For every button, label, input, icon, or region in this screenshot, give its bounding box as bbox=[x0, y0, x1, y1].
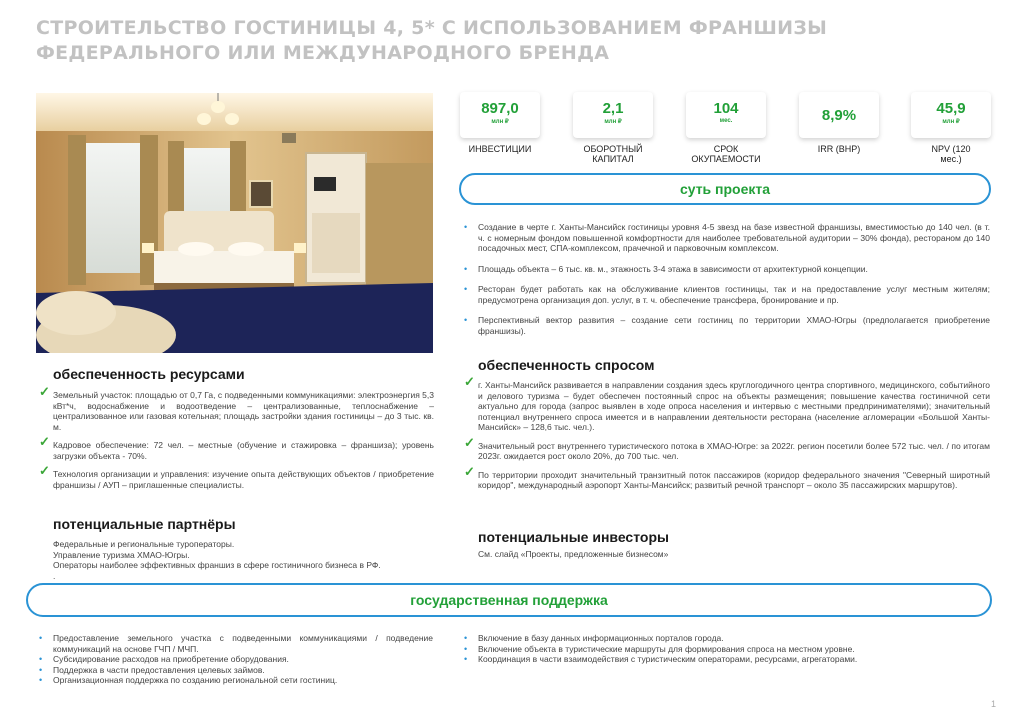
list-item-text: Кадровое обеспечение: 72 чел. – местные (обучение и стажировка – франшиза); уровень загрузки объекта - 70%. bbox=[53, 440, 434, 461]
partners-list bbox=[53, 539, 443, 581]
list-item bbox=[464, 463, 990, 491]
demand-list bbox=[464, 374, 990, 491]
list-item-text: Перспективный вектор развития – создание сети гостиниц по территории ХМАО-Югры (предполагается приобретение франшизы). bbox=[478, 315, 990, 336]
list-item-text: Технология организации и управления: изучение опыта действующих объектов / приобретение франшизы / АУП – приглашенные специалисты. bbox=[53, 469, 434, 490]
list-item-text: Включение объекта в туристические маршруты для формирования спроса на местном уровне. bbox=[478, 643, 855, 654]
kpi-value: 45,9 bbox=[936, 100, 966, 117]
kpi-label-investments: ИНВЕСТИЦИИ bbox=[468, 144, 532, 154]
page-title-line-2: ФЕДЕРАЛЬНОГО ИЛИ МЕЖДУНАРОДНОГО БРЕНДА bbox=[36, 42, 610, 64]
list-item-text: Поддержка в части предоставления целевых займов. bbox=[53, 664, 265, 675]
list-item-text: Земельный участок: площадью от 0,7 Га, с подведенными коммуникациями: электроэнергия 5,3 кВт*ч, водоснабжение и водоотведение – централизованные, теплоснабжение – централизованное или газовая котельная; площадь застройки здания гостиницы – до 3 тыс. кв. м. bbox=[53, 390, 434, 432]
list-item-text: Предоставление земельного участка с подведенными коммуникациями / подведение коммуникаций на основе ГЧП / МЧП. bbox=[53, 633, 433, 654]
kpi-label-text: NPV (120 мес.) bbox=[931, 144, 971, 164]
list-item bbox=[464, 633, 990, 644]
check-icon: ✓ bbox=[39, 434, 50, 449]
kpi-value: 2,1 bbox=[602, 100, 624, 117]
list-item bbox=[39, 675, 433, 686]
list-item-text: Площадь объекта – 6 тыс. кв. м., этажность 3-4 этажа в зависимости от архитектурной концепции. bbox=[478, 263, 868, 274]
list-item-text: Субсидирование расходов на приобретение оборудования. bbox=[53, 654, 289, 664]
partner-line: Управление туризма ХМАО-Югры. bbox=[53, 549, 190, 560]
kpi-card-investments bbox=[460, 92, 540, 138]
page-number: 1 bbox=[990, 699, 996, 709]
bullet-icon: • bbox=[464, 263, 468, 274]
kpi-unit: млн ₽ bbox=[604, 119, 622, 125]
essence-list bbox=[464, 222, 990, 336]
list-item bbox=[39, 664, 433, 676]
essence-heading: суть проекта bbox=[459, 173, 991, 205]
support-left-list bbox=[39, 633, 433, 686]
list-item bbox=[39, 434, 434, 461]
bullet-icon: • bbox=[464, 633, 468, 643]
check-icon: ✓ bbox=[464, 434, 475, 450]
kpi-value: 104 bbox=[713, 100, 739, 117]
list-item-text: По территории проходит значительный транзитный поток пассажиров (коридор федерального значения "Северный широтный коридор", международный аэропорт Ханты-Мансийск; развитый речной транспорт – около 35 пассажирских маршрутов). bbox=[478, 469, 990, 490]
list-item bbox=[39, 633, 433, 654]
bullet-icon: • bbox=[464, 315, 468, 325]
list-item bbox=[464, 284, 990, 305]
bullet-icon: • bbox=[39, 664, 43, 675]
list-item bbox=[39, 654, 433, 665]
bullet-icon: • bbox=[39, 675, 43, 685]
page-title bbox=[36, 16, 856, 66]
kpi-card-working-capital bbox=[573, 92, 653, 138]
demand-heading: обеспеченность спросом bbox=[478, 357, 655, 373]
kpi-value: 8,9% bbox=[821, 107, 857, 124]
check-icon: ✓ bbox=[464, 463, 475, 479]
kpi-label-text: СРОК ОКУПАЕМОСТИ bbox=[691, 144, 761, 164]
kpi-value: 897,0 bbox=[481, 100, 519, 117]
partners-heading: потенциальные партнёры bbox=[53, 516, 236, 532]
bullet-icon: • bbox=[464, 284, 468, 294]
list-item bbox=[464, 315, 990, 336]
check-icon: ✓ bbox=[464, 374, 475, 389]
kpi-card-irr bbox=[799, 92, 879, 138]
bullet-icon: • bbox=[464, 643, 468, 654]
partner-line: . bbox=[53, 570, 56, 581]
kpi-unit: млн ₽ bbox=[491, 119, 509, 125]
investors-heading: потенциальные инвесторы bbox=[478, 529, 669, 545]
partner-line: Федеральные и региональные туроператоры. bbox=[53, 539, 235, 549]
list-item bbox=[464, 222, 990, 254]
partner-line: Операторы наиболее эффективных франшиз в сфере гостиничного бизнеса в РФ. bbox=[53, 560, 381, 570]
list-item-text: г. Ханты-Мансийск развивается в направлении создания здесь круглогодичного центра спортивного, медицинского, событийного и делового туризма – будет обеспечен постоянный спрос на объекты размещения; повышение качества гостиничной сети актуально для города (запрос выявлен в ходе опроса населения и интервью с местными предпринимателями); значительный потенциал внутреннего спроса имеется и в направлении деятельности ресторана (население агломерации «Большой Ханты-Мансийск» – 128,6 тыс. чел.). bbox=[478, 380, 990, 432]
kpi-unit: млн ₽ bbox=[942, 119, 960, 125]
hotel-room-photo bbox=[36, 93, 433, 353]
support-heading: государственная поддержка bbox=[26, 583, 992, 617]
resources-list bbox=[39, 384, 434, 490]
resources-heading: обеспеченность ресурсами bbox=[53, 366, 245, 382]
kpi-label-irr: IRR (ВНР) bbox=[817, 144, 861, 154]
list-item bbox=[464, 434, 990, 462]
check-icon: ✓ bbox=[39, 384, 50, 399]
list-item-text: Создание в черте г. Ханты-Мансийск гостиницы уровня 4-5 звезд на базе известной франшизы, вместимостью до 140 чел. (в т. ч. с номерным фондом повышенной комфортности для наиболее требовательной аудитории – 30% фонда), рестораном до 140 посадочных мест, СПА-комплексом, прачечной и парковочным комплексом. bbox=[478, 222, 990, 253]
list-item-text: Значительный рост внутреннего туристического потока в ХМАО-Югре: за 2022г. регион посетили более 572 тыс. чел. / по итогам 2023г. ожидается рост около 20%, до 700 тыс. чел. bbox=[478, 440, 990, 461]
kpi-card-payback bbox=[686, 92, 766, 138]
bullet-icon: • bbox=[464, 222, 468, 232]
list-item-text: Организационная поддержка по созданию региональной сети гостиниц. bbox=[53, 675, 338, 685]
list-item bbox=[464, 654, 990, 665]
list-item bbox=[464, 374, 990, 433]
kpi-label-npv bbox=[891, 144, 1011, 164]
kpi-label-working-capital bbox=[553, 144, 673, 164]
list-item-text: Координация в части взаимодействия с туристическим операторами, ресурсами, агрегаторами. bbox=[478, 654, 858, 664]
list-item-text: Включение в базу данных информационных порталов города. bbox=[478, 633, 724, 643]
bullet-icon: • bbox=[464, 654, 468, 664]
investors-text: См. слайд «Проекты, предложенные бизнесом» bbox=[478, 549, 669, 559]
list-item bbox=[464, 263, 990, 275]
list-item bbox=[464, 643, 990, 655]
list-item bbox=[39, 384, 434, 432]
bullet-icon: • bbox=[39, 633, 43, 643]
check-icon: ✓ bbox=[39, 463, 50, 478]
kpi-label-text: ОБОРОТНЫЙ КАПИТАЛ bbox=[583, 144, 643, 164]
list-item bbox=[39, 463, 434, 490]
kpi-card-npv bbox=[911, 92, 991, 138]
bullet-icon: • bbox=[39, 654, 43, 664]
support-right-list bbox=[464, 633, 990, 665]
kpi-unit: мес. bbox=[719, 118, 733, 124]
page-title-line-1: СТРОИТЕЛЬСТВО ГОСТИНИЦЫ 4, 5* С ИСПОЛЬЗОВАНИЕМ ФРАНШИЗЫ bbox=[36, 17, 828, 39]
kpi-label-payback bbox=[666, 144, 786, 164]
list-item-text: Ресторан будет работать как на обслуживание клиентов гостиницы, так и на предоставление услуг местным жителям; предусмотрена организация доп. услуг, в т. ч. обеспечение трансфера, бронирование и пр. bbox=[478, 284, 990, 305]
